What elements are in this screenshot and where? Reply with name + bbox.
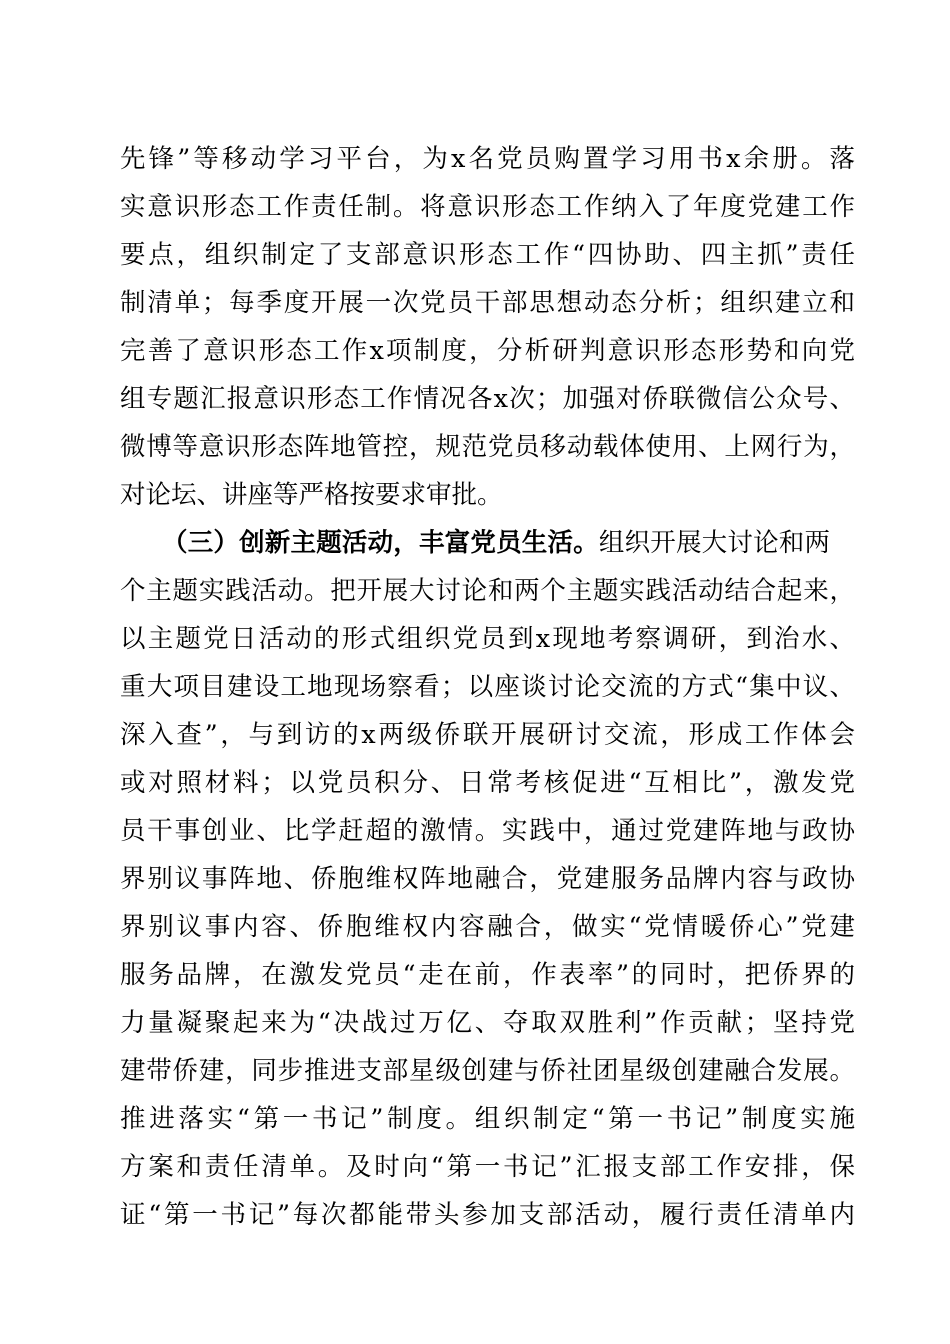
text-line: 力量凝聚起来为“决战过万亿、夺取双胜利”作贡献；坚持党 xyxy=(120,1008,855,1038)
section-heading-rest: 组织开展大讨论和两 xyxy=(598,528,830,558)
text-line: 证“第一书记”每次都能带头参加支部活动，履行责任清单内 xyxy=(120,1200,855,1230)
text-line: 建带侨建，同步推进支部星级创建与侨社团星级创建融合发展。 xyxy=(120,1056,855,1086)
text-line: 组专题汇报意识形态工作情况各x次；加强对侨联微信公众号、 xyxy=(120,384,855,414)
text-line: 制清单；每季度开展一次党员干部思想动态分析；组织建立和 xyxy=(120,288,855,318)
text-line: 个主题实践活动。把开展大讨论和两个主题实践活动结合起来， xyxy=(120,576,855,606)
text-line: 推进落实“第一书记”制度。组织制定“第一书记”制度实施 xyxy=(120,1104,855,1134)
text-line: 服务品牌，在激发党员“走在前，作表率”的同时，把侨界的 xyxy=(120,960,855,990)
section-heading-line xyxy=(162,521,830,565)
text-line: 界别议事阵地、侨胞维权阵地融合，党建服务品牌内容与政协 xyxy=(120,864,855,894)
text-line: 实意识形态工作责任制。将意识形态工作纳入了年度党建工作 xyxy=(120,192,855,222)
text-line: 或对照材料；以党员积分、日常考核促进“互相比”，激发党 xyxy=(120,768,855,798)
text-line: 微博等意识形态阵地管控，规范党员移动载体使用、上网行为， xyxy=(120,432,855,462)
text-line: 深入查”，与到访的x两级侨联开展研讨交流，形成工作体会 xyxy=(120,720,855,750)
text-line: 对论坛、讲座等严格按要求审批。 xyxy=(120,480,503,510)
text-line: 方案和责任清单。及时向“第一书记”汇报支部工作安排，保 xyxy=(120,1152,855,1182)
text-line: 以主题党日活动的形式组织党员到x现地考察调研，到治水、 xyxy=(120,624,855,654)
text-line: 完善了意识形态工作x项制度，分析研判意识形态形势和向党 xyxy=(120,336,855,366)
text-line: 员干事创业、比学赶超的激情。实践中，通过党建阵地与政协 xyxy=(120,816,855,846)
text-line: 重大项目建设工地现场察看；以座谈讨论交流的方式“集中议、 xyxy=(120,672,855,702)
text-line: 要点，组织制定了支部意识形态工作“四协助、四主抓”责任 xyxy=(120,240,855,270)
text-line: 界别议事内容、侨胞维权内容融合，做实“党情暖侨心”党建 xyxy=(120,912,855,942)
section-heading: （三）创新主题活动，丰富党员生活。 xyxy=(162,528,599,558)
text-line: 先锋”等移动学习平台，为x名党员购置学习用书x余册。落 xyxy=(120,144,855,174)
